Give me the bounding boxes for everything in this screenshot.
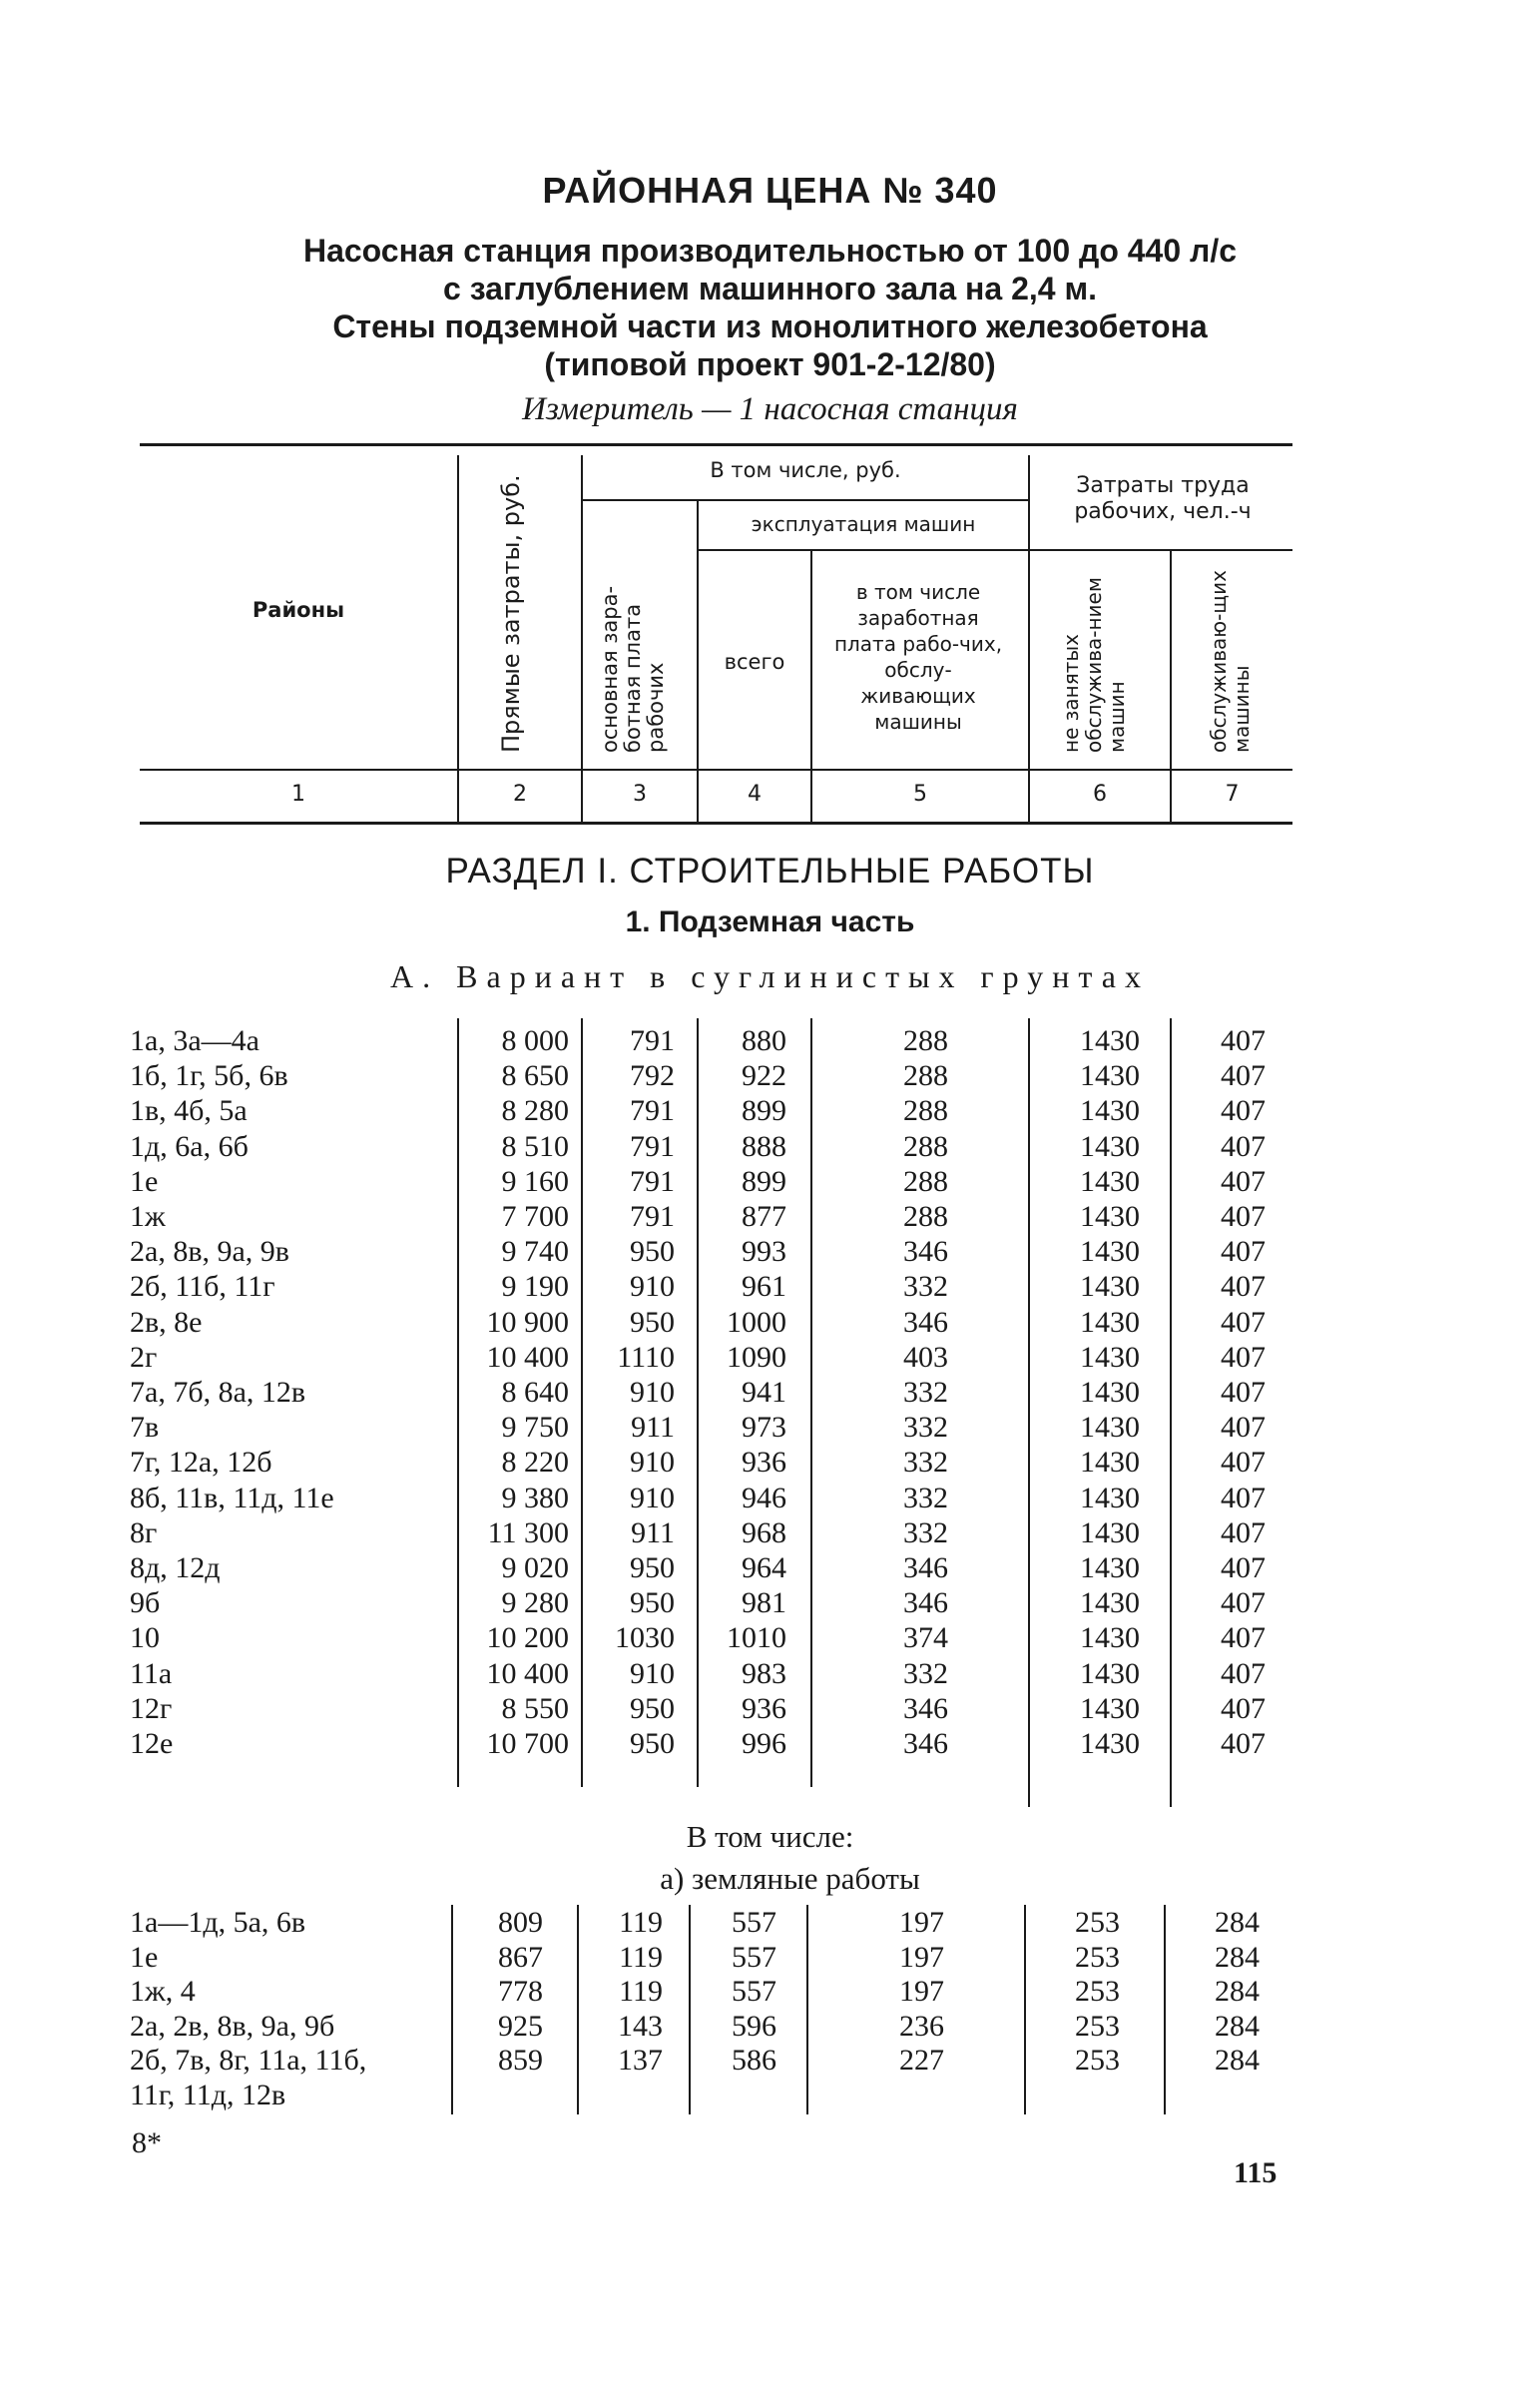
table-row (0, 1129, 1540, 1164)
table-row (0, 1410, 1540, 1445)
table-row (0, 1199, 1540, 1234)
value-cell: 10 900 (486, 1305, 569, 1339)
value-cell: 877 (742, 1200, 786, 1233)
region-cell: 1е (130, 1164, 159, 1198)
col-number: 4 (748, 782, 762, 807)
value-cell: 950 (630, 1551, 675, 1584)
header-vline (457, 455, 459, 823)
region-cell: 11г, 11д, 12в (130, 2078, 286, 2111)
earthworks-label: а) земляные работы (660, 1861, 920, 1896)
value-cell: 936 (742, 1446, 786, 1480)
value-cell: 936 (742, 1691, 786, 1725)
value-cell: 596 (732, 2009, 776, 2043)
value-cell: 557 (732, 1940, 776, 1974)
table-row (0, 1375, 1540, 1410)
table-row (0, 1305, 1540, 1340)
subtitle-line-4: (типовой проект 901-2-12/80) (544, 346, 996, 382)
value-cell: 197 (899, 1906, 944, 1939)
value-cell: 983 (742, 1656, 786, 1690)
value-cell: 1430 (1080, 1446, 1140, 1480)
value-cell: 911 (631, 1411, 675, 1445)
value-cell: 407 (1221, 1340, 1266, 1374)
page-number: 115 (1234, 2156, 1278, 2189)
value-cell: 288 (903, 1094, 948, 1128)
value-cell: 407 (1221, 1621, 1266, 1655)
table-row (0, 1234, 1540, 1269)
value-cell: 1430 (1080, 1270, 1140, 1304)
region-cell: 7в (130, 1411, 160, 1445)
value-cell: 346 (903, 1305, 948, 1339)
value-cell: 1430 (1080, 1376, 1140, 1409)
value-cell: 961 (742, 1270, 786, 1304)
value-cell: 910 (630, 1656, 675, 1690)
value-cell: 407 (1221, 1481, 1266, 1514)
value-cell: 910 (630, 1481, 675, 1514)
table-row (0, 1269, 1540, 1304)
value-cell: 332 (903, 1656, 948, 1690)
value-cell: 119 (619, 1940, 663, 1974)
value-cell: 288 (903, 1024, 948, 1057)
value-cell: 332 (903, 1376, 948, 1409)
value-cell: 346 (903, 1691, 948, 1725)
header-rule (1030, 549, 1292, 551)
value-cell: 1110 (617, 1340, 675, 1374)
region-cell: 1а, 3а—4а (130, 1024, 259, 1057)
col-number: 7 (1225, 782, 1240, 807)
value-cell: 1430 (1080, 1411, 1140, 1445)
region-cell: 8б, 11в, 11д, 11е (130, 1481, 334, 1514)
value-cell: 332 (903, 1481, 948, 1514)
header-direct-costs: Прямые затраты, руб. (497, 474, 525, 753)
value-cell: 407 (1221, 1270, 1266, 1304)
value-cell: 10 200 (486, 1621, 569, 1655)
header-servicing: обслуживаю-щих машины (1207, 570, 1254, 753)
value-cell: 8 640 (501, 1376, 569, 1409)
value-cell: 1430 (1080, 1164, 1140, 1198)
value-cell: 1000 (727, 1305, 786, 1339)
value-cell: 10 400 (486, 1340, 569, 1374)
header-top-rule (140, 443, 1292, 446)
value-cell: 791 (630, 1094, 675, 1128)
value-cell: 288 (903, 1059, 948, 1093)
table-row (0, 1023, 1540, 1058)
value-cell: 407 (1221, 1727, 1266, 1760)
header-base-wage: основная зара-ботная плата рабочих (598, 585, 668, 753)
region-cell: 9б (130, 1586, 161, 1620)
value-cell: 407 (1221, 1129, 1266, 1163)
value-cell: 119 (619, 1975, 663, 2008)
value-cell: 1430 (1080, 1200, 1140, 1233)
value-cell: 253 (1075, 2044, 1120, 2077)
value-cell: 8 550 (501, 1691, 569, 1725)
value-cell: 8 000 (501, 1024, 569, 1057)
value-cell: 925 (498, 2009, 543, 2043)
value-cell: 557 (732, 1975, 776, 2008)
value-cell: 859 (498, 2044, 543, 2077)
value-cell: 968 (742, 1515, 786, 1549)
value-cell: 1430 (1080, 1340, 1140, 1374)
header-regions: Районы (252, 598, 345, 622)
value-cell: 407 (1221, 1094, 1266, 1128)
value-cell: 1430 (1080, 1727, 1140, 1760)
value-cell: 284 (1215, 2044, 1260, 2077)
value-cell: 950 (630, 1586, 675, 1620)
value-cell: 973 (742, 1411, 786, 1445)
subtitle-line-2: с заглублением машинного зала на 2,4 м. (443, 271, 1097, 306)
col-number: 2 (513, 782, 527, 807)
region-cell: 2а, 2в, 8в, 9а, 9б (130, 2009, 335, 2043)
variant-title: А. Вариант в суглинистых грунтах (390, 958, 1150, 994)
including-label: В том числе: (686, 1819, 854, 1854)
value-cell: 791 (630, 1129, 675, 1163)
value-cell: 137 (618, 2044, 663, 2077)
value-cell: 403 (903, 1340, 948, 1374)
value-cell: 1430 (1080, 1691, 1140, 1725)
header-total: всего (724, 650, 785, 674)
value-cell: 1010 (727, 1621, 786, 1655)
region-cell: 2б, 7в, 8г, 11а, 11б, (130, 2044, 367, 2077)
value-cell: 1430 (1080, 1621, 1140, 1655)
col-number: 1 (291, 782, 305, 807)
section-title: РАЗДЕЛ I. СТРОИТЕЛЬНЫЕ РАБОТЫ (445, 852, 1095, 891)
table-row (0, 1905, 1540, 1940)
value-cell: 407 (1221, 1059, 1266, 1093)
value-cell: 791 (630, 1024, 675, 1057)
table-row (0, 1550, 1540, 1585)
region-cell: 1а—1д, 5а, 6в (130, 1906, 306, 1939)
value-cell: 227 (899, 2044, 944, 2077)
value-cell: 407 (1221, 1376, 1266, 1409)
region-cell: 7г, 12а, 12б (130, 1446, 272, 1480)
header-machine-operation: эксплуатация машин (751, 512, 976, 536)
value-cell: 910 (630, 1270, 675, 1304)
value-cell: 284 (1215, 2009, 1260, 2043)
value-cell: 374 (903, 1621, 948, 1655)
value-cell: 253 (1075, 1906, 1120, 1939)
region-cell: 1д, 6а, 6б (130, 1129, 249, 1163)
col-number: 6 (1093, 782, 1107, 807)
value-cell: 888 (742, 1129, 786, 1163)
value-cell: 922 (742, 1059, 786, 1093)
header-including-rub: В том числе, руб. (710, 458, 901, 482)
footer-mark: 8* (132, 2126, 162, 2159)
value-cell: 867 (498, 1940, 543, 1974)
value-cell: 941 (742, 1376, 786, 1409)
region-cell: 1е (130, 1940, 159, 1974)
table-row (0, 1940, 1540, 1975)
region-cell: 12е (130, 1727, 174, 1760)
value-cell: 1430 (1080, 1094, 1140, 1128)
value-cell: 910 (630, 1376, 675, 1409)
value-cell: 8 280 (501, 1094, 569, 1128)
value-cell: 9 280 (501, 1586, 569, 1620)
value-cell: 284 (1215, 1940, 1260, 1974)
table-row (0, 1340, 1540, 1375)
value-cell: 9 190 (501, 1270, 569, 1304)
region-cell: 10 (130, 1621, 160, 1655)
value-cell: 332 (903, 1270, 948, 1304)
header-rule (699, 549, 1028, 551)
value-cell: 1430 (1080, 1305, 1140, 1339)
table-row (0, 1058, 1540, 1093)
value-cell: 1430 (1080, 1059, 1140, 1093)
value-cell: 119 (619, 1906, 663, 1939)
region-cell: 2г (130, 1340, 158, 1374)
value-cell: 791 (630, 1200, 675, 1233)
value-cell: 778 (498, 1975, 543, 2008)
value-cell: 11 300 (487, 1515, 569, 1549)
value-cell: 1430 (1080, 1481, 1140, 1514)
value-cell: 407 (1221, 1586, 1266, 1620)
region-cell: 1ж (130, 1200, 166, 1233)
value-cell: 407 (1221, 1656, 1266, 1690)
table-row (0, 1691, 1540, 1726)
region-cell: 8д, 12д (130, 1551, 221, 1584)
value-cell: 880 (742, 1024, 786, 1057)
header-not-servicing: не занятых обслужива-нием машин (1059, 577, 1129, 753)
table-row (0, 1585, 1540, 1620)
header-incl-wage: в том числе заработная плата рабо-чих, обслу-живающих машины (833, 580, 1003, 734)
region-cell: 2а, 8в, 9а, 9в (130, 1235, 289, 1269)
table-row (0, 1481, 1540, 1515)
table-row (0, 1093, 1540, 1128)
value-cell: 284 (1215, 1906, 1260, 1939)
header-bottom-rule (140, 822, 1292, 825)
value-cell: 1430 (1080, 1024, 1140, 1057)
table-row (0, 2009, 1540, 2044)
value-cell: 950 (630, 1235, 675, 1269)
subsection-title: 1. Подземная часть (625, 905, 915, 938)
region-cell: 8г (130, 1515, 158, 1549)
header-vline (1028, 455, 1030, 823)
col-number: 3 (633, 782, 647, 807)
value-cell: 950 (630, 1727, 675, 1760)
value-cell: 10 400 (486, 1656, 569, 1690)
header-rule (583, 499, 1028, 501)
table-row (0, 1445, 1540, 1480)
value-cell: 809 (498, 1906, 543, 1939)
value-cell: 950 (630, 1305, 675, 1339)
value-cell: 284 (1215, 1975, 1260, 2008)
subtitle-line-1: Насосная станция производительностью от 100 до 440 л/с (302, 233, 1238, 269)
value-cell: 407 (1221, 1200, 1266, 1233)
value-cell: 407 (1221, 1164, 1266, 1198)
region-cell: 7а, 7б, 8а, 12в (130, 1376, 306, 1409)
value-cell: 407 (1221, 1024, 1266, 1057)
value-cell: 1430 (1080, 1586, 1140, 1620)
value-cell: 1430 (1080, 1235, 1140, 1269)
value-cell: 407 (1221, 1551, 1266, 1584)
value-cell: 9 380 (501, 1481, 569, 1514)
value-cell: 332 (903, 1515, 948, 1549)
value-cell: 910 (630, 1446, 675, 1480)
value-cell: 197 (899, 1940, 944, 1974)
value-cell: 346 (903, 1727, 948, 1760)
value-cell: 346 (903, 1235, 948, 1269)
value-cell: 1090 (727, 1340, 786, 1374)
value-cell: 9 740 (501, 1235, 569, 1269)
table-row (0, 1515, 1540, 1550)
value-cell: 288 (903, 1200, 948, 1233)
value-cell: 346 (903, 1586, 948, 1620)
value-cell: 253 (1075, 2009, 1120, 2043)
value-cell: 8 220 (501, 1446, 569, 1480)
header-mid-rule (140, 769, 1292, 771)
header-vline (581, 455, 583, 823)
value-cell: 332 (903, 1411, 948, 1445)
value-cell: 197 (899, 1975, 944, 2008)
col-number: 5 (913, 782, 927, 807)
value-cell: 407 (1221, 1691, 1266, 1725)
value-cell: 586 (732, 2044, 776, 2077)
value-cell: 9 160 (501, 1164, 569, 1198)
value-cell: 950 (630, 1691, 675, 1725)
value-cell: 7 700 (501, 1200, 569, 1233)
value-cell: 899 (742, 1094, 786, 1128)
table-row (0, 1974, 1540, 2009)
table-row (0, 1726, 1540, 1761)
region-cell: 1ж, 4 (130, 1975, 196, 2008)
region-cell: 12г (130, 1691, 173, 1725)
table-row (0, 2078, 1540, 2112)
value-cell: 9 020 (501, 1551, 569, 1584)
region-cell: 1б, 1г, 5б, 6в (130, 1059, 288, 1093)
value-cell: 8 510 (501, 1129, 569, 1163)
region-cell: 1в, 4б, 5а (130, 1094, 248, 1128)
value-cell: 407 (1221, 1515, 1266, 1549)
table-row (0, 1656, 1540, 1691)
value-cell: 346 (903, 1551, 948, 1584)
value-cell: 911 (631, 1515, 675, 1549)
value-cell: 791 (630, 1164, 675, 1198)
value-cell: 8 650 (501, 1059, 569, 1093)
value-cell: 10 700 (486, 1727, 569, 1760)
value-cell: 557 (732, 1906, 776, 1939)
header-labor-costs: Затраты труда рабочих, чел.-ч (1074, 473, 1252, 524)
value-cell: 236 (899, 2009, 944, 2043)
value-cell: 143 (618, 2009, 663, 2043)
value-cell: 332 (903, 1446, 948, 1480)
value-cell: 9 750 (501, 1411, 569, 1445)
region-cell: 2б, 11б, 11г (130, 1270, 275, 1304)
value-cell: 253 (1075, 1940, 1120, 1974)
value-cell: 1030 (615, 1621, 675, 1655)
value-cell: 964 (742, 1551, 786, 1584)
value-cell: 253 (1075, 1975, 1120, 2008)
value-cell: 288 (903, 1164, 948, 1198)
measure-unit: Измеритель — 1 насосная станция (522, 391, 1018, 427)
value-cell: 981 (742, 1586, 786, 1620)
region-cell: 11а (130, 1656, 173, 1690)
value-cell: 1430 (1080, 1515, 1140, 1549)
value-cell: 899 (742, 1164, 786, 1198)
table-row (0, 1164, 1540, 1199)
value-cell: 996 (742, 1727, 786, 1760)
page-title: РАЙОННАЯ ЦЕНА № 340 (542, 170, 998, 211)
value-cell: 1430 (1080, 1129, 1140, 1163)
value-cell: 792 (630, 1059, 675, 1093)
subtitle-line-3: Стены подземной части из монолитного железобетона (332, 308, 1208, 344)
value-cell: 946 (742, 1481, 786, 1514)
table-row (0, 2043, 1540, 2078)
value-cell: 407 (1221, 1235, 1266, 1269)
value-cell: 407 (1221, 1305, 1266, 1339)
table-row (0, 1620, 1540, 1655)
region-cell: 2в, 8е (130, 1305, 203, 1339)
value-cell: 407 (1221, 1411, 1266, 1445)
value-cell: 288 (903, 1129, 948, 1163)
value-cell: 1430 (1080, 1656, 1140, 1690)
value-cell: 993 (742, 1235, 786, 1269)
value-cell: 1430 (1080, 1551, 1140, 1584)
value-cell: 407 (1221, 1446, 1266, 1480)
